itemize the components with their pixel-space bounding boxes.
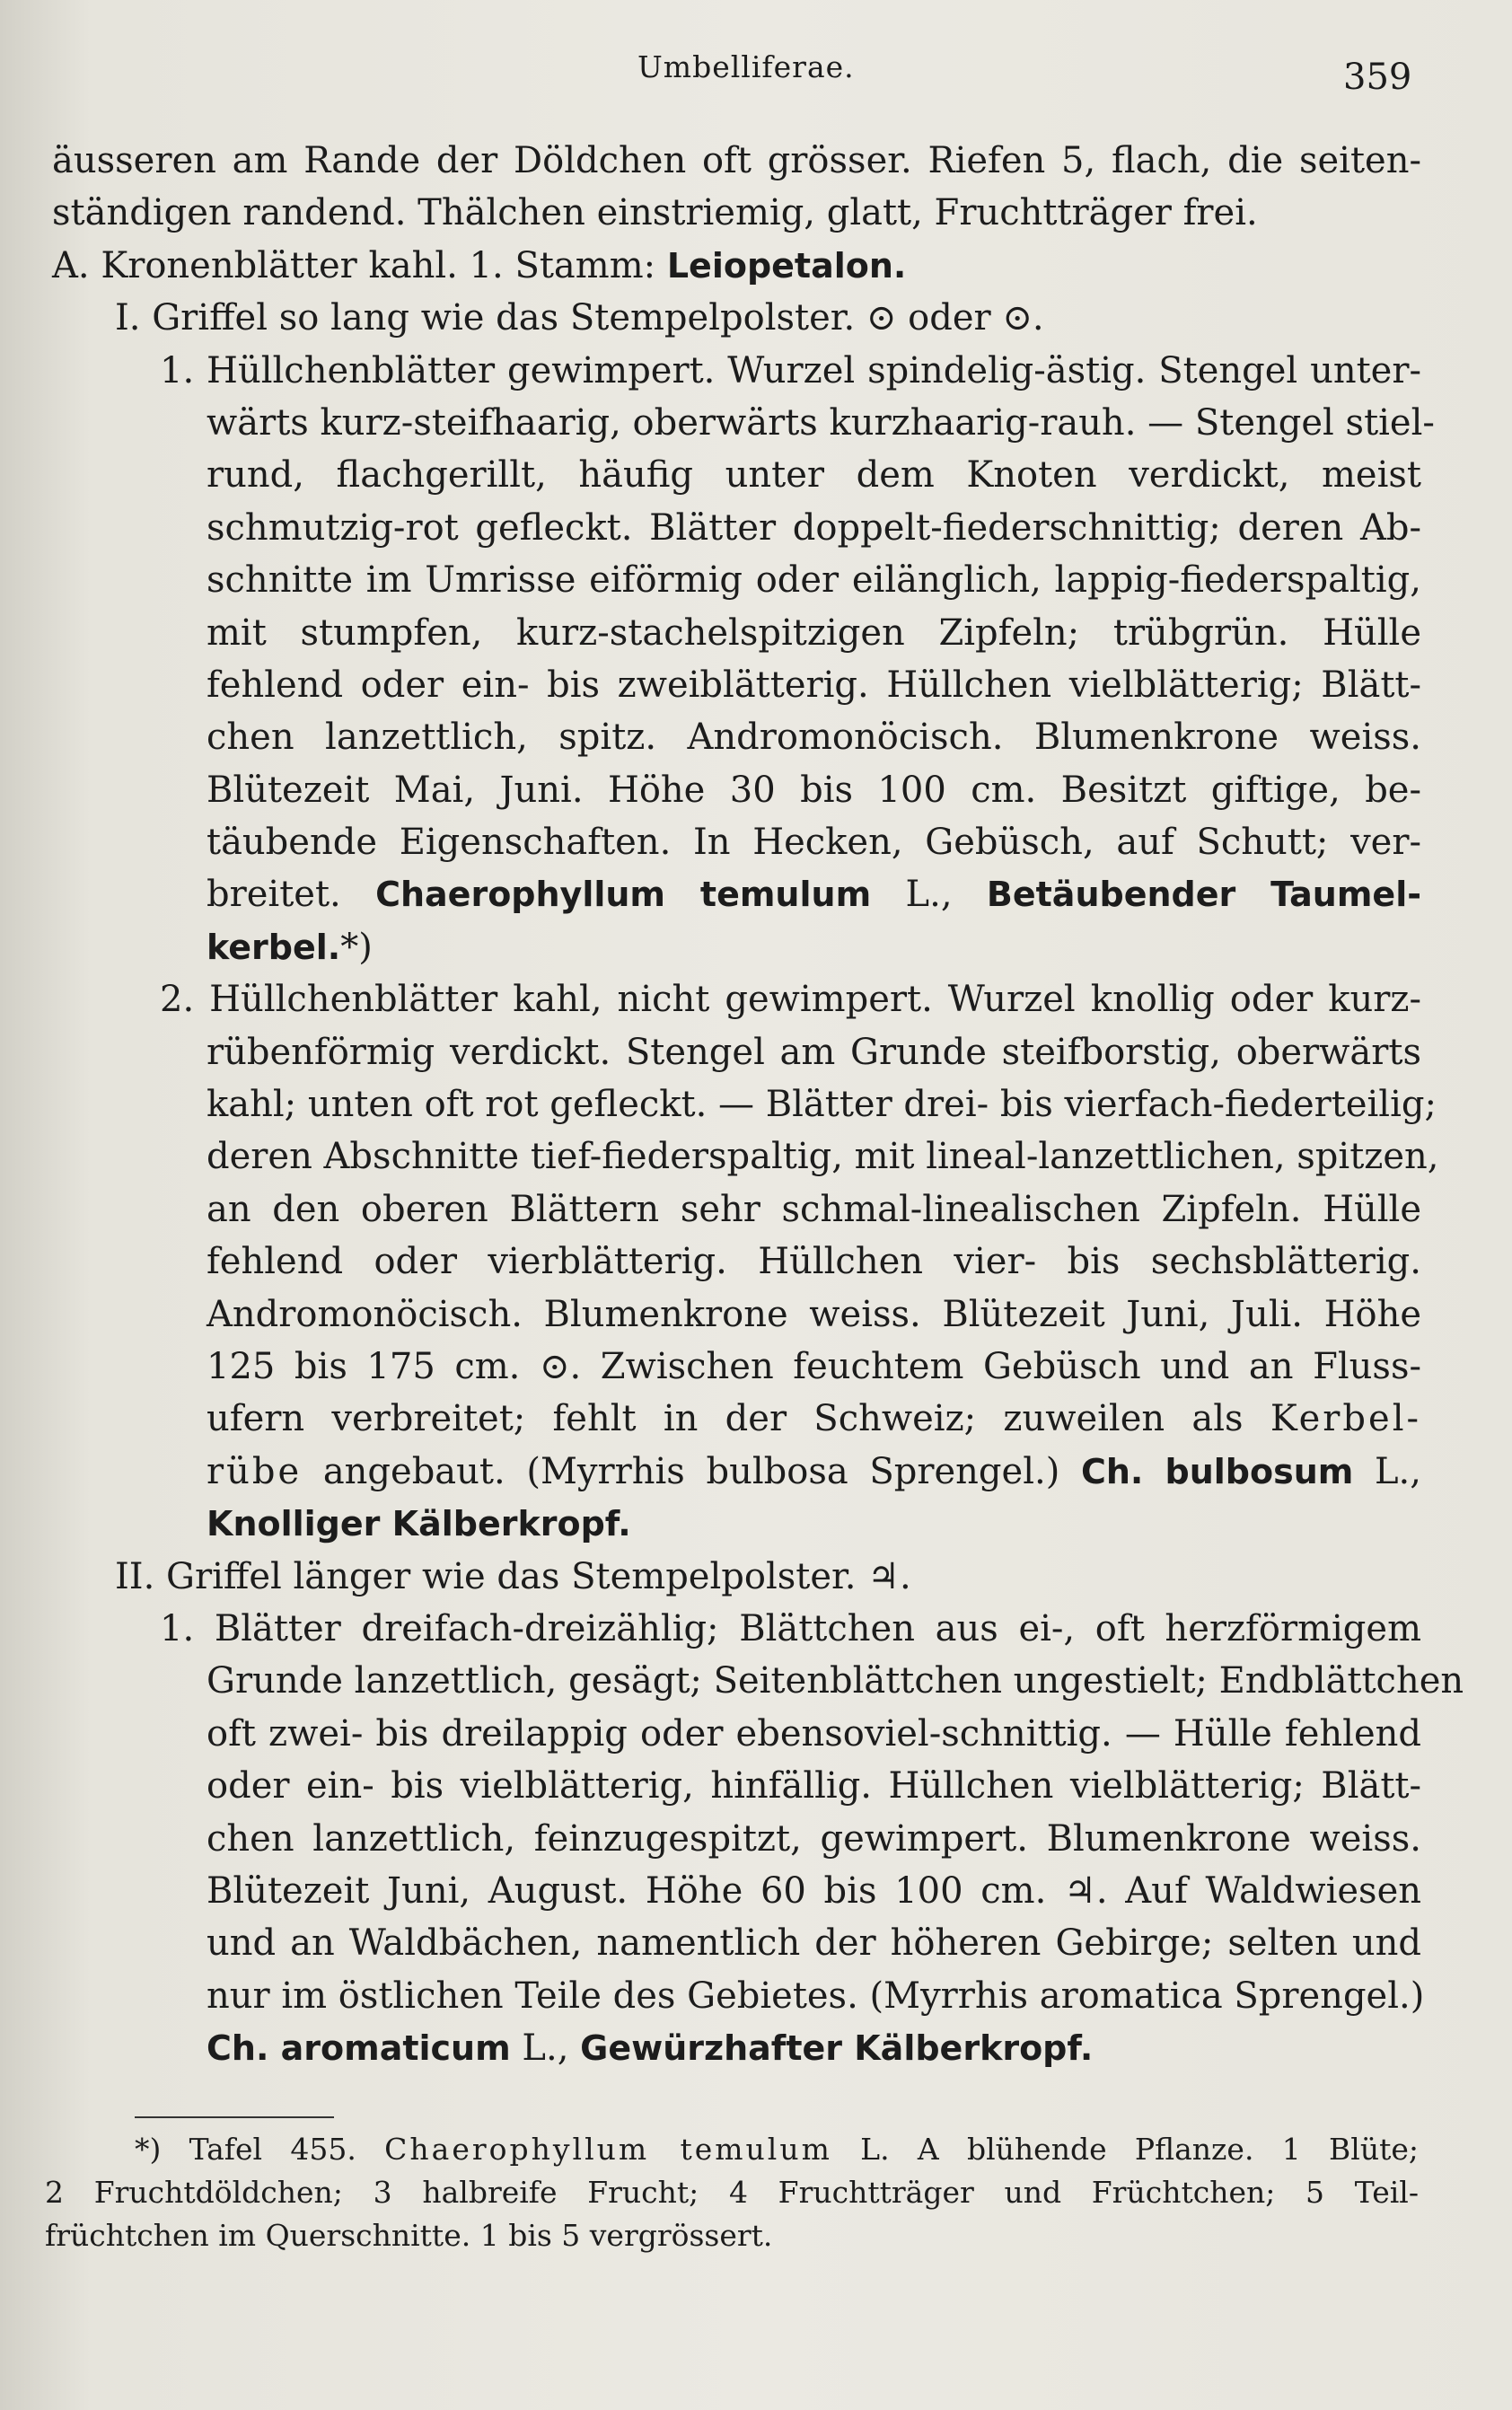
text-line: oft zwei- bis dreilappig oder ebensoviel-schnittig. — Hülle fehlend [207,1712,1421,1755]
text-line: chen lanzettlich, feinzugespitzt, gewimpert. Blumenkrone weiss. [207,1817,1421,1860]
spaced-term: rübe [207,1450,303,1492]
text-line: schmutzig-rot gefleckt. Blätter doppelt-fiederschnittig; deren Ab- [207,506,1421,549]
text-line: mit stumpfen, kurz-stachelspitzigen Zipfeln; trübgrün. Hülle [207,611,1421,654]
text-span: L., [1353,1450,1421,1492]
text-span: breitet. [207,874,376,916]
common-name: Betäubender Taumel- [986,875,1422,915]
footnote-divider [135,2116,334,2118]
common-name: Knolliger Kälberkropf. [207,1504,631,1544]
text-span: L., [871,874,987,916]
text-line: Andromonöcisch. Blumenkrone weiss. Blütezeit Juni, Juli. Höhe [207,1293,1421,1335]
common-name: Gewürzhafter Kälberkropf. [580,2028,1094,2069]
text-line: 1. Hüllchenblätter gewimpert. Wurzel spindelig-ästig. Stengel unter- [160,349,1421,391]
text-line: schnitte im Umrisse eiförmig oder eilänglich, lappig-fiederspaltig, [207,559,1421,602]
text-line: äusseren am Rande der Döldchen oft grösser. Riefen 5, flach, die seiten- [52,140,1421,181]
text-line [52,1446,1421,1498]
text-line: ständigen randend. Thälchen einstriemig, glatt, Fruchtträger frei. [52,192,1258,234]
text-span: L. A blühende Pflanze. 1 Blüte; [831,2132,1419,2167]
text-span: angebaut. (Myrrhis bulbosa Sprengel.) [302,1450,1081,1492]
text-line [52,240,1421,292]
text-line: nur im östlichen Teile des Gebietes. (Myrrhis aromatica Sprengel.) [207,1975,1425,2017]
text-line: chen lanzettlich, spitz. Andromonöcisch. Blumenkrone weiss. [207,717,1421,759]
text-line: oder ein- bis vielblätterig, hinfällig. Hüllchen vielblätterig; Blätt- [207,1765,1421,1808]
text-line: rund, flachgerillt, häufig unter dem Knoten verdickt, meist [207,454,1421,497]
text-span: *) Tafel 455. [135,2132,385,2167]
species-name: Chaerophyllum temulum [375,875,872,915]
text-line: rübenförmig verdickt. Stengel am Grunde steifborstig, oberwärts [207,1031,1421,1073]
running-title: Umbelliferae. [637,49,855,84]
text-line [52,1498,1421,1550]
footnote-line: 2 Fruchtdöldchen; 3 halbreife Frucht; 4 Fruchtträger und Früchtchen; 5 Teil- [45,2175,1419,2210]
footnote-line: früchtchen im Querschnitte. 1 bis 5 vergrössert. [45,2218,773,2253]
spaced-term: Kerbel- [1270,1398,1421,1440]
text-line: fehlend oder vierblätterig. Hüllchen vier- bis sechsblätterig. [207,1241,1421,1283]
footnote [45,2128,1419,2257]
page-header [0,49,1512,103]
text-line: fehlend oder ein- bis zweiblätterig. Hüllchen vielblätterig; Blätt- [207,664,1421,706]
text-line: I. Griffel so lang wie das Stempelpolster. ⊙ oder ⊙. [115,297,1044,339]
text-line: an den oberen Blättern sehr schmal-linealischen Zipfeln. Hülle [207,1188,1421,1230]
page-body [52,135,1464,2074]
text-line [52,868,1421,920]
footnote-marker: *) [340,926,373,968]
text-line: und an Waldbächen, namentlich der höheren Gebirge; selten und [207,1922,1421,1965]
text-line: Blütezeit Juni, August. Höhe 60 bis 100 cm. ♃. Auf Waldwiesen [207,1869,1421,1912]
species-name: Ch. bulbosum [1080,1451,1354,1491]
section-heading-a: A. Kronenblätter kahl. 1. Stamm: [52,244,667,286]
text-line: täubende Eigenschaften. In Hecken, Gebüsch, auf Schutt; ver- [207,822,1421,864]
species-name: Ch. aromaticum [207,2028,511,2069]
stamm-name: Leiopetalon. [666,245,907,286]
text-line: II. Griffel länger wie das Stempelpolster. ♃. [115,1555,911,1597]
text-line: 2. Hüllchenblätter kahl, nicht gewimpert. Wurzel knollig oder kurz- [160,979,1421,1021]
text-line: wärts kurz-steifhaarig, oberwärts kurzhaarig-rauh. — Stengel stiel- [207,401,1435,444]
text-span: L., [510,2027,581,2070]
footnote-line [45,2128,1419,2171]
page-number: 359 [1343,57,1412,98]
text-span: ufern verbreitet; fehlt in der Schweiz; zuweilen als [207,1398,1270,1440]
text-line: 1. Blätter dreifach-dreizählig; Blättchen aus ei-, oft herzförmigem [160,1607,1421,1649]
text-line [52,1393,1421,1445]
text-line: Blütezeit Mai, Juni. Höhe 30 bis 100 cm. Besitzt giftige, be- [207,769,1421,811]
text-line: kahl; unten oft rot gefleckt. — Blätter drei- bis vierfach-fiederteilig; [207,1084,1437,1126]
text-line: Grunde lanzettlich, gesägt; Seitenblättchen ungestielt; Endblättchen [207,1660,1464,1702]
text-line [52,921,1421,973]
common-name: kerbel. [207,927,341,967]
spaced-term: Chaerophyllum temulum [384,2132,832,2167]
text-line: deren Abschnitte tief-fiederspaltig, mit lineal-lanzettlichen, spitzen, [207,1136,1439,1178]
text-line [52,2022,1421,2074]
text-line: 125 bis 175 cm. ⊙. Zwischen feuchtem Gebüsch und an Fluss- [207,1345,1421,1387]
